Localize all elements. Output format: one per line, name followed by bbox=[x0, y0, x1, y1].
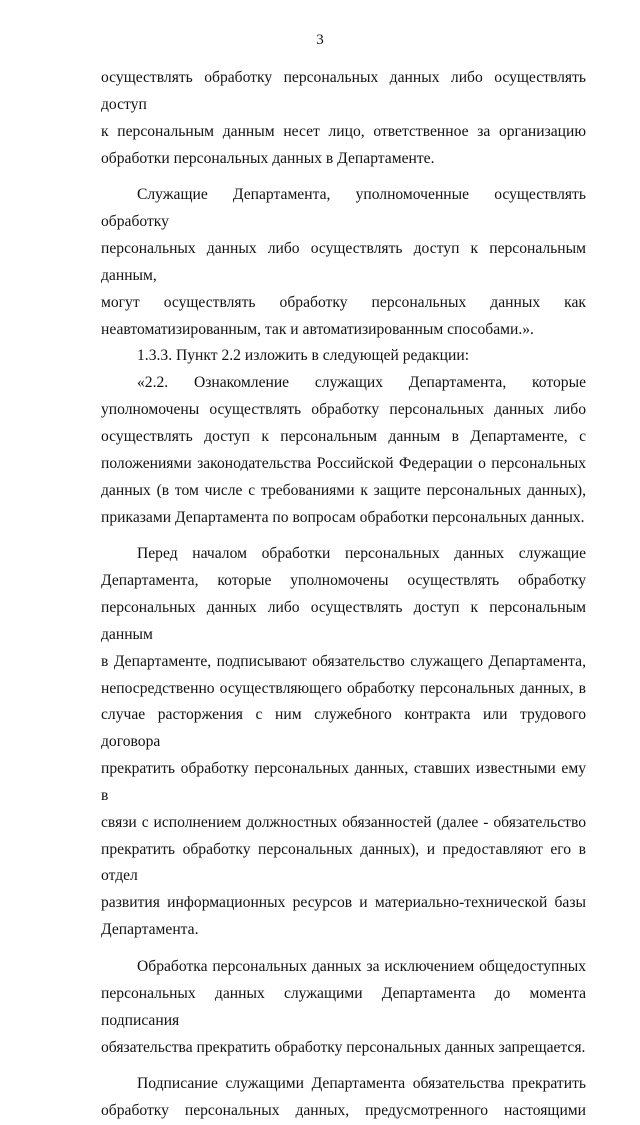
text-line: Департамента. bbox=[101, 921, 199, 939]
document-body bbox=[101, 65, 586, 1125]
text-line: осуществлять доступ к персональным данным в Департаменте, с bbox=[101, 427, 586, 445]
text-line: положениями законодательства Российской Федерации о персональных bbox=[101, 454, 586, 472]
text-line: данных (в том числе с требованиями к защите персональных данных), bbox=[101, 481, 586, 499]
text-line: обработки персональных данных в Департаменте. bbox=[101, 149, 435, 167]
text-line: Департамента, которые уполномочены осуществлять обработку bbox=[101, 572, 586, 590]
text-line: развития информационных ресурсов и материально-технической базы bbox=[101, 894, 586, 912]
text-line: неавтоматизированным, так и автоматизированным способами.». bbox=[101, 320, 534, 338]
text-line: персональных данных служащими Департамента до момента подписания bbox=[101, 984, 586, 1029]
text-line: могут осуществлять обработку персональных данных как bbox=[101, 293, 586, 311]
text-line: уполномочены осуществлять обработку персональных данных либо bbox=[101, 401, 586, 419]
text-line: осуществлять обработку персональных данных либо осуществлять доступ bbox=[101, 69, 586, 113]
text-line: связи с исполнением должностных обязанностей (далее - обязательство bbox=[101, 813, 586, 831]
text-line: прекратить обработку персональных данных, ставших известными ему в bbox=[101, 760, 586, 804]
text-line: персональных данных либо осуществлять доступ к персональным данным, bbox=[101, 240, 586, 284]
text-line: обязательства прекратить обработку персональных данных запрещается. bbox=[101, 1038, 586, 1056]
text-line: персональных данных либо осуществлять доступ к персональным данным bbox=[101, 599, 586, 643]
text-line: Подписание служащими Департамента обязательства прекратить bbox=[137, 1075, 586, 1093]
page-number: 3 bbox=[316, 32, 324, 48]
text-line: приказами Департамента по вопросам обработки персональных данных. bbox=[101, 508, 585, 526]
text-line: Служащие Департамента, уполномоченные осуществлять обработку bbox=[101, 186, 586, 231]
text-line: случае расторжения с ним служебного контракта или трудового договора bbox=[101, 706, 586, 751]
text-line: «2.2. Ознакомление служащих Департамента, которые bbox=[137, 374, 586, 392]
text-line: в Департаменте, подписывают обязательство служащего Департамента, bbox=[101, 652, 586, 670]
text-line: обработку персональных данных, предусмотренного настоящими bbox=[101, 1102, 586, 1120]
text-line: непосредственно осуществляющего обработку персональных данных, в bbox=[101, 679, 586, 697]
text-line: Перед началом обработки персональных данных служащие bbox=[137, 545, 586, 563]
text-line: Обработка персональных данных за исключением общедоступных bbox=[137, 958, 586, 975]
text-line: к персональным данным несет лицо, ответственное за организацию bbox=[101, 122, 586, 140]
text-line: прекратить обработку персональных данных), и предоставляют его в отдел bbox=[101, 840, 586, 885]
text-line: 1.3.3. Пункт 2.2 изложить в следующей редакции: bbox=[137, 347, 470, 365]
